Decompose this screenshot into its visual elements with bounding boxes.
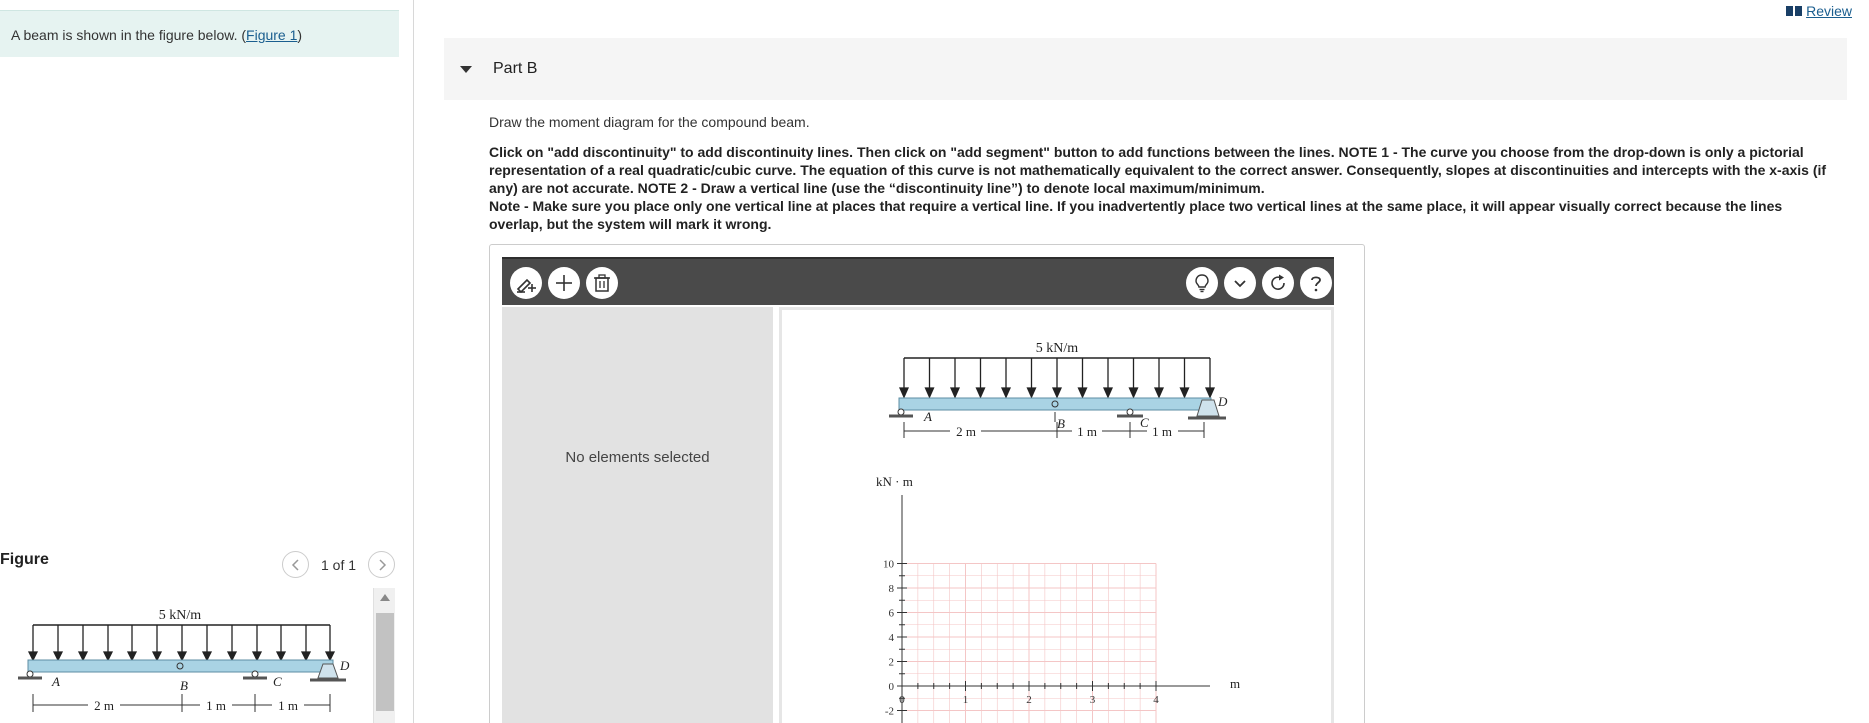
figure-beam-diagram: [0, 600, 372, 723]
scroll-thumb[interactable]: [376, 613, 394, 711]
load-arrowhead: [1079, 388, 1087, 397]
figure-dim-3: 1 m: [278, 698, 298, 713]
support-b-label: B: [1057, 416, 1065, 431]
figure-support-c: C: [273, 674, 282, 689]
figure-dim-1: 2 m: [94, 698, 114, 713]
load-arrowhead: [977, 388, 985, 397]
figure-support-a: A: [52, 674, 60, 689]
y-tick-label: 0: [888, 681, 894, 693]
y-tick-label: 8: [888, 583, 894, 595]
y-axis-unit: kN · m: [876, 474, 913, 489]
support-d-label: D: [1218, 394, 1228, 409]
selection-panel: [502, 307, 773, 723]
reset-button[interactable]: [1262, 267, 1294, 299]
caret-down-icon: [460, 66, 472, 73]
x-tick-label: 0: [899, 694, 905, 706]
figure-dim-2: 1 m: [206, 698, 226, 713]
figure-scrollbar[interactable]: [373, 588, 395, 723]
add-segment-button[interactable]: [548, 267, 580, 299]
beam-diagram: [889, 341, 1228, 439]
dim-label-2: 1 m: [1077, 424, 1097, 439]
chevron-left-icon: [291, 559, 301, 571]
diagram-tool: [489, 244, 1365, 723]
x-tick-label: 4: [1153, 694, 1159, 706]
y-tick-label: 2: [888, 656, 894, 669]
intro-close: ): [297, 27, 303, 43]
pager-text: 1 of 1: [321, 556, 357, 573]
load-arrowhead: [1130, 388, 1138, 397]
hint-button[interactable]: [1186, 267, 1218, 299]
review-label: Review: [1806, 3, 1852, 19]
add-discontinuity-button[interactable]: [510, 267, 542, 299]
trash-icon: [592, 273, 612, 293]
x-tick-label: 3: [1089, 694, 1096, 706]
chevron-right-icon: [377, 559, 387, 571]
instruction-note-2: Note - Make sure you place only one vertical line at places that require a vertical line. If you inadvertently place two vertical lines at the same place, it will appear visually correct because the lines overlap, but the system will mark it wrong.: [489, 198, 1783, 232]
support-c-label: C: [1140, 415, 1149, 430]
load-arrows: [900, 358, 1214, 397]
help-button[interactable]: [1300, 267, 1332, 299]
load-arrowhead: [1104, 388, 1112, 397]
canvas-svg[interactable]: [782, 310, 1331, 723]
figure-link[interactable]: Figure 1: [246, 27, 298, 43]
load-arrowhead: [1206, 388, 1214, 397]
x-axis-unit: m: [1230, 676, 1241, 691]
left-pane: [0, 0, 414, 723]
moment-plot[interactable]: [876, 474, 1240, 723]
y-tick-label: -2: [884, 705, 894, 718]
options-dropdown-button[interactable]: [1224, 267, 1256, 299]
book-icon: [1786, 6, 1802, 16]
instruction-notes: [489, 143, 1839, 233]
load-label: 5 kN/m: [1035, 341, 1079, 356]
part-b-header[interactable]: [444, 38, 1847, 100]
figure-support-b: B: [180, 678, 188, 693]
chevron-down-icon: [1232, 275, 1248, 291]
hint-icon: [1192, 273, 1212, 293]
drawing-canvas[interactable]: [779, 307, 1334, 723]
figure-support-d: D: [340, 658, 350, 673]
load-arrowhead: [1028, 388, 1036, 397]
figure-pager: [282, 551, 395, 578]
reset-icon: [1268, 273, 1288, 293]
intro-text: A beam is shown in the figure below. (: [11, 27, 247, 43]
delete-button[interactable]: [586, 267, 618, 299]
figure-load-label: 5 kN/m: [158, 608, 202, 623]
x-ticks: [899, 681, 1159, 706]
x-tick-label: 2: [1026, 694, 1032, 706]
figure-label: Figure: [0, 551, 49, 568]
help-icon: [1306, 273, 1326, 293]
load-arrowhead: [951, 388, 959, 397]
dim-label-1: 2 m: [956, 424, 976, 439]
intro-box: [0, 10, 399, 57]
review-link[interactable]: [1786, 3, 1852, 19]
add-segment-icon: [553, 272, 575, 294]
support-a-label: A: [924, 409, 932, 424]
y-tick-label: 10: [883, 558, 894, 571]
instruction-note-1: Click on "add discontinuity" to add discontinuity lines. Then click on "add segment" button to add functions between the lines. NOTE 1 - The curve you choose from the drop-down is only a pictorial representation of a real quadratic/cubic curve. The equation of this curve is not mathematically equivalent to the correct answer. Consequently, slopes at discontinuities and intercepts with the x-axis (if any) are not accurate. NOTE 2 - Draw a vertical line (use the “discontinuity line”) to denote local maximum/minimum.: [489, 144, 1827, 196]
x-tick-label: 1: [962, 694, 969, 706]
next-figure-button[interactable]: [368, 551, 395, 578]
diagram-toolbar: [502, 257, 1334, 305]
figure-load-arrows: [29, 625, 334, 660]
instruction-text: Draw the moment diagram for the compound beam.: [489, 114, 810, 130]
load-arrowhead: [926, 388, 934, 397]
scroll-up-icon[interactable]: [380, 594, 390, 601]
load-arrowhead: [1053, 388, 1061, 397]
load-arrowhead: [1181, 388, 1189, 397]
dim-label-3: 1 m: [1152, 424, 1172, 439]
load-arrowhead: [1155, 388, 1163, 397]
y-tick-label: 6: [888, 607, 894, 620]
part-title: Part B: [493, 60, 538, 77]
selection-status: No elements selected: [565, 449, 710, 466]
load-arrowhead: [900, 388, 908, 397]
add-discontinuity-icon: [515, 272, 537, 294]
load-arrowhead: [1002, 388, 1010, 397]
prev-figure-button[interactable]: [282, 551, 309, 578]
y-tick-label: 4: [888, 632, 894, 644]
